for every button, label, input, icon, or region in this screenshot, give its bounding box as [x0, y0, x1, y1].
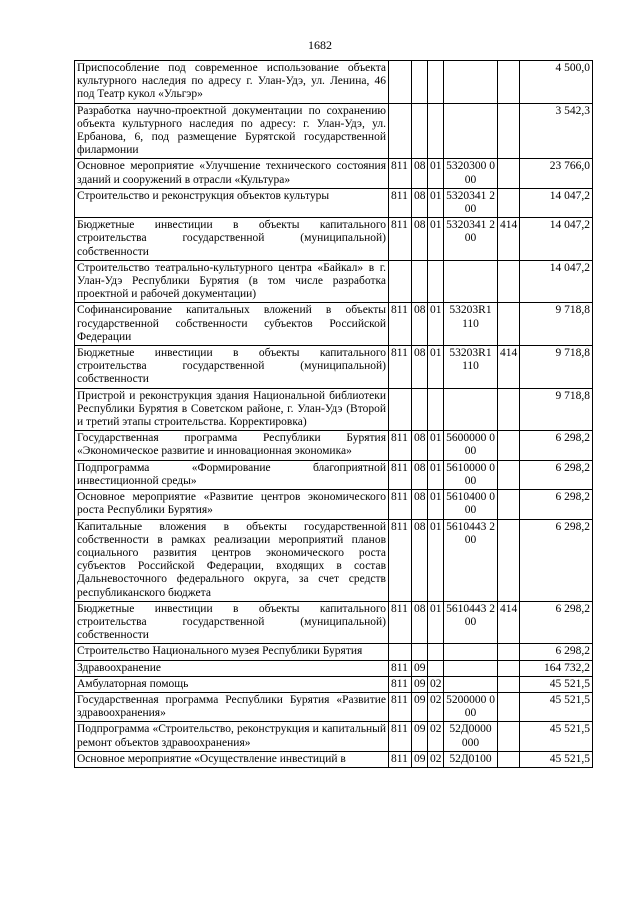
row-gr: 811	[389, 676, 412, 692]
row-gr: 811	[389, 188, 412, 217]
table-row	[75, 303, 593, 346]
row-gr: 811	[389, 303, 412, 346]
row-pr: 01	[428, 159, 444, 188]
row-csr	[444, 388, 498, 431]
row-name: Основное мероприятие «Развитие центров экономического роста Республики Бурятия»	[75, 490, 389, 519]
table-row	[75, 751, 593, 767]
row-gr: 811	[389, 601, 412, 644]
row-rz: 08	[412, 303, 428, 346]
row-vr	[498, 159, 520, 188]
row-csr	[444, 61, 498, 104]
row-rz: 08	[412, 460, 428, 489]
row-csr: 5610443 200	[444, 601, 498, 644]
row-name: Строительство театрально-культурного центра «Байкал» в г. Улан-Удэ Республики Бурятия (в том числе разработка проектной и рабочей документации)	[75, 260, 389, 303]
row-pr: 02	[428, 676, 444, 692]
budget-table	[74, 60, 593, 768]
table-row	[75, 260, 593, 303]
row-gr: 811	[389, 460, 412, 489]
row-sum: 14 047,2	[520, 260, 593, 303]
row-gr: 811	[389, 346, 412, 389]
row-sum: 45 521,5	[520, 722, 593, 751]
row-vr	[498, 431, 520, 460]
row-pr	[428, 660, 444, 676]
row-rz: 09	[412, 692, 428, 721]
row-rz: 09	[412, 751, 428, 767]
row-pr: 01	[428, 188, 444, 217]
row-vr	[498, 260, 520, 303]
row-sum: 3 542,3	[520, 103, 593, 159]
row-sum: 6 298,2	[520, 431, 593, 460]
row-rz: 08	[412, 346, 428, 389]
row-pr: 01	[428, 490, 444, 519]
row-name: Приспособление под современное использование объекта культурного наследия по адресу г. Улан-Удэ, ул. Ленина, 46 под Театр кукол «Ульгэр»	[75, 61, 389, 104]
row-gr: 811	[389, 722, 412, 751]
row-gr	[389, 103, 412, 159]
row-csr	[444, 660, 498, 676]
table-row	[75, 692, 593, 721]
row-sum: 45 521,5	[520, 751, 593, 767]
row-vr	[498, 188, 520, 217]
row-sum: 45 521,5	[520, 692, 593, 721]
row-sum: 23 766,0	[520, 159, 593, 188]
table-body	[75, 61, 593, 768]
row-rz: 08	[412, 601, 428, 644]
row-csr: 5320341 200	[444, 188, 498, 217]
row-rz: 09	[412, 676, 428, 692]
row-name: Капитальные вложения в объекты государственной собственности в рамках реализации мероприятий планов социального развития центров экономического роста субъектов Российской Федерации, входящих в состав Дальневосточного федерального округа, за счет средств республиканского бюджета	[75, 519, 389, 601]
row-gr: 811	[389, 218, 412, 261]
row-csr: 53203R1 110	[444, 346, 498, 389]
row-pr	[428, 388, 444, 431]
row-vr	[498, 103, 520, 159]
row-pr: 01	[428, 346, 444, 389]
row-pr: 01	[428, 601, 444, 644]
row-pr: 01	[428, 431, 444, 460]
row-pr: 02	[428, 692, 444, 721]
row-vr	[498, 751, 520, 767]
row-name: Строительство Национального музея Республики Бурятия	[75, 644, 389, 660]
row-rz: 09	[412, 722, 428, 751]
row-gr	[389, 644, 412, 660]
row-vr	[498, 660, 520, 676]
row-gr: 811	[389, 692, 412, 721]
row-name: Софинансирование капитальных вложений в объекты государственной собственности субъектов Российской Федерации	[75, 303, 389, 346]
row-vr	[498, 460, 520, 489]
row-vr	[498, 692, 520, 721]
row-csr: 5600000 000	[444, 431, 498, 460]
table-row	[75, 490, 593, 519]
table-row	[75, 519, 593, 601]
row-gr: 811	[389, 660, 412, 676]
row-pr	[428, 61, 444, 104]
table-row	[75, 188, 593, 217]
table-row	[75, 601, 593, 644]
row-vr: 414	[498, 346, 520, 389]
row-name: Бюджетные инвестиции в объекты капитального строительства государственной (муниципальной) собственности	[75, 346, 389, 389]
table-row	[75, 460, 593, 489]
row-pr: 02	[428, 751, 444, 767]
row-name: Разработка научно-проектной документации по сохранению объекта культурного наследия по адресу: г. Улан-Удэ, ул. Ербанова, 6, под размещение Бурятской государственной филармонии	[75, 103, 389, 159]
row-csr: 5610000 000	[444, 460, 498, 489]
table-row	[75, 431, 593, 460]
row-sum: 14 047,2	[520, 218, 593, 261]
row-sum: 9 718,8	[520, 388, 593, 431]
row-sum: 6 298,2	[520, 519, 593, 601]
row-vr	[498, 303, 520, 346]
row-pr: 01	[428, 519, 444, 601]
row-rz: 08	[412, 490, 428, 519]
row-name: Здравоохранение	[75, 660, 389, 676]
row-csr: 53203R1 110	[444, 303, 498, 346]
row-name: Основное мероприятие «Улучшение технического состояния зданий и сооружений в отрасли «Культура»	[75, 159, 389, 188]
row-rz	[412, 388, 428, 431]
table-row	[75, 388, 593, 431]
row-name: Строительство и реконструкция объектов культуры	[75, 188, 389, 217]
row-sum: 164 732,2	[520, 660, 593, 676]
row-sum: 6 298,2	[520, 490, 593, 519]
row-gr	[389, 388, 412, 431]
table-row	[75, 722, 593, 751]
row-vr	[498, 490, 520, 519]
row-pr: 01	[428, 303, 444, 346]
row-sum: 4 500,0	[520, 61, 593, 104]
row-csr: 5320300 000	[444, 159, 498, 188]
row-gr: 811	[389, 519, 412, 601]
page-number: 1682	[308, 38, 332, 52]
row-sum: 6 298,2	[520, 644, 593, 660]
row-gr	[389, 61, 412, 104]
table-row	[75, 61, 593, 104]
row-pr: 01	[428, 218, 444, 261]
row-sum: 45 521,5	[520, 676, 593, 692]
row-vr	[498, 61, 520, 104]
row-name: Бюджетные инвестиции в объекты капитального строительства государственной (муниципальной) собственности	[75, 601, 389, 644]
row-rz: 08	[412, 218, 428, 261]
table-row	[75, 676, 593, 692]
row-pr	[428, 103, 444, 159]
row-pr	[428, 644, 444, 660]
row-sum: 14 047,2	[520, 188, 593, 217]
row-rz	[412, 644, 428, 660]
table-row	[75, 644, 593, 660]
row-rz: 08	[412, 519, 428, 601]
row-csr: 5610443 200	[444, 519, 498, 601]
row-csr: 52Д0000 000	[444, 722, 498, 751]
row-csr	[444, 103, 498, 159]
row-rz	[412, 61, 428, 104]
row-sum: 9 718,8	[520, 346, 593, 389]
row-name: Амбулаторная помощь	[75, 676, 389, 692]
row-rz: 09	[412, 660, 428, 676]
row-rz	[412, 103, 428, 159]
row-csr	[444, 676, 498, 692]
table-row	[75, 660, 593, 676]
row-name: Бюджетные инвестиции в объекты капитального строительства государственной (муниципальной) собственности	[75, 218, 389, 261]
row-pr: 01	[428, 460, 444, 489]
row-rz	[412, 260, 428, 303]
row-csr: 5200000 000	[444, 692, 498, 721]
row-vr	[498, 644, 520, 660]
row-name: Государственная программа Республики Бурятия «Развитие здравоохранения»	[75, 692, 389, 721]
table-row	[75, 103, 593, 159]
row-vr	[498, 388, 520, 431]
row-name: Подпрограмма «Строительство, реконструкция и капитальный ремонт объектов здравоохранения»	[75, 722, 389, 751]
row-name: Основное мероприятие «Осуществление инвестиций в	[75, 751, 389, 767]
row-name: Подпрограмма «Формирование благоприятной инвестиционной среды»	[75, 460, 389, 489]
row-gr: 811	[389, 751, 412, 767]
row-sum: 6 298,2	[520, 601, 593, 644]
table-row	[75, 159, 593, 188]
row-vr: 414	[498, 601, 520, 644]
row-vr	[498, 676, 520, 692]
row-vr	[498, 519, 520, 601]
row-rz: 08	[412, 159, 428, 188]
row-sum: 9 718,8	[520, 303, 593, 346]
row-gr	[389, 260, 412, 303]
row-csr	[444, 644, 498, 660]
row-rz: 08	[412, 431, 428, 460]
row-name: Государственная программа Республики Бурятия «Экономическое развитие и инновационная экономика»	[75, 431, 389, 460]
table-row	[75, 346, 593, 389]
row-pr	[428, 260, 444, 303]
table-row	[75, 218, 593, 261]
row-csr	[444, 260, 498, 303]
row-name: Пристрой и реконструкция здания Национальной библиотеки Республики Бурятия в Советском районе, г. Улан-Удэ (Второй и третий этапы строительства. Корректировка)	[75, 388, 389, 431]
row-csr: 5320341 200	[444, 218, 498, 261]
row-vr	[498, 722, 520, 751]
row-csr: 5610400 000	[444, 490, 498, 519]
row-sum: 6 298,2	[520, 460, 593, 489]
row-gr: 811	[389, 159, 412, 188]
row-gr: 811	[389, 431, 412, 460]
row-pr: 02	[428, 722, 444, 751]
row-vr: 414	[498, 218, 520, 261]
row-csr: 52Д0100	[444, 751, 498, 767]
row-rz: 08	[412, 188, 428, 217]
row-gr: 811	[389, 490, 412, 519]
